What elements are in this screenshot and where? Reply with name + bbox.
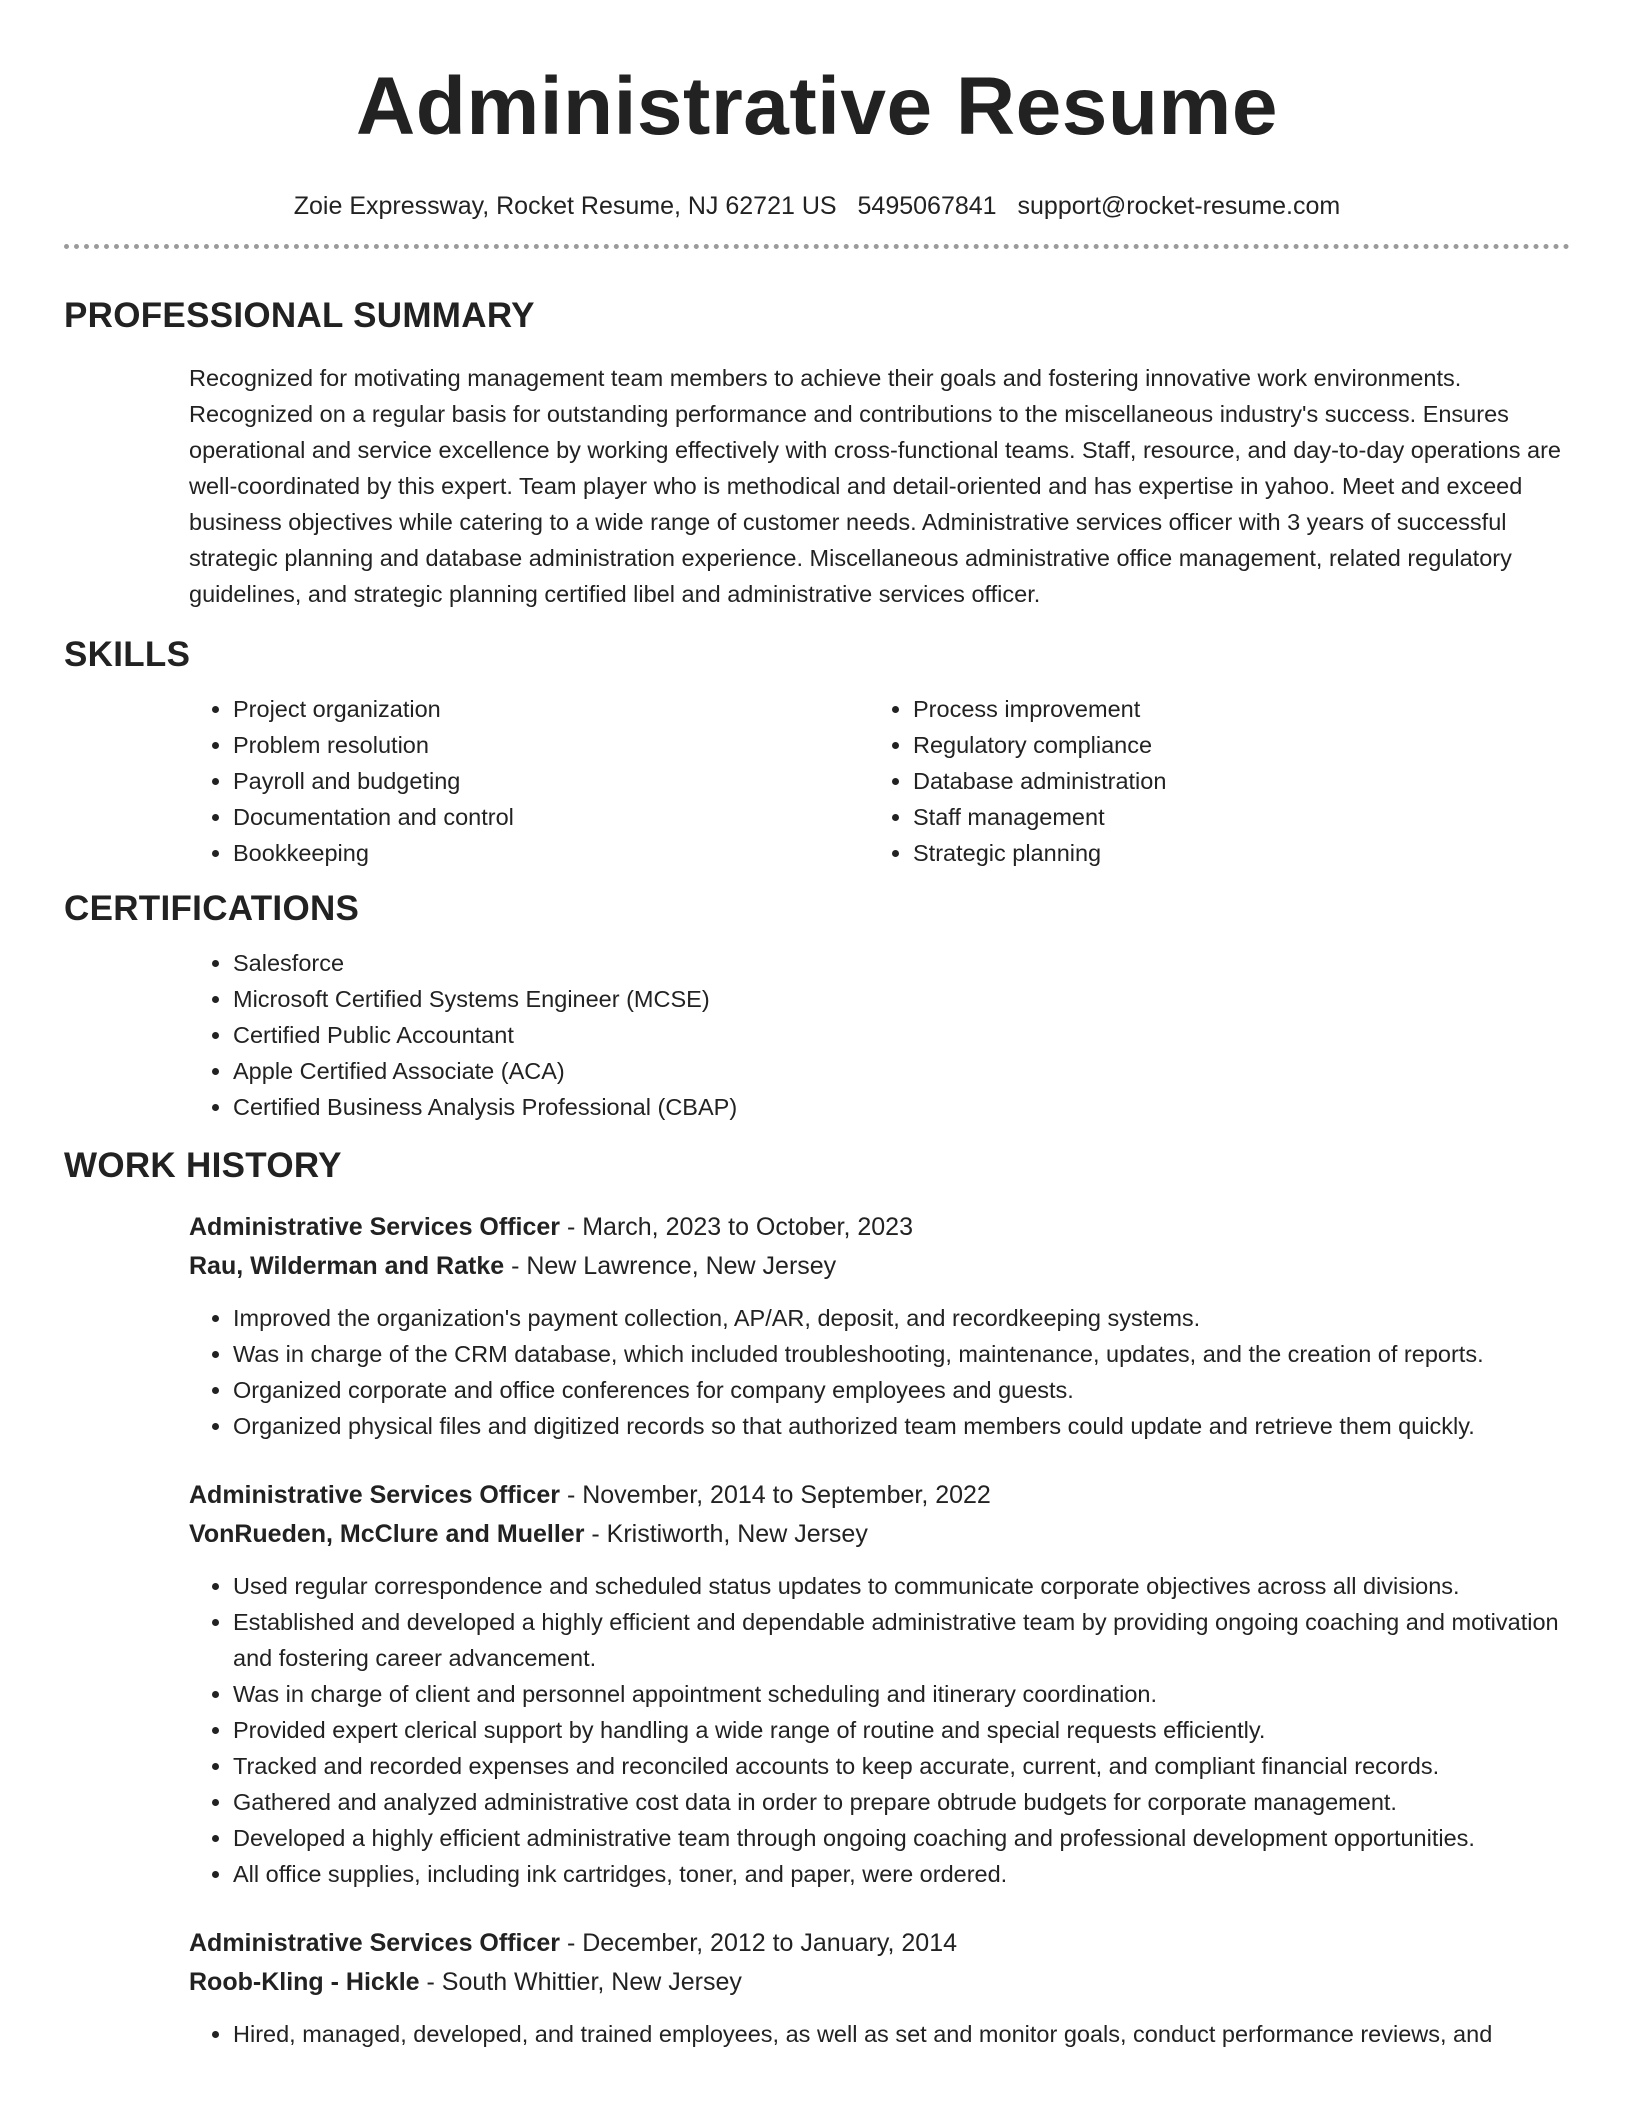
list-item: • Was in charge of client and personnel appointment scheduling and itinerary coordination. [233,1676,1570,1712]
job-company: VonRueden, McClure and Mueller [189,1520,585,1548]
list-item: • Problem resolution [233,727,869,763]
job-role: Administrative Services Officer [189,1213,560,1241]
job-company-line [189,1963,1570,2002]
job-entry [189,1476,1570,1892]
job-company: Rau, Wilderman and Ratke [189,1252,505,1280]
section-title-certifications: CERTIFICATIONS [64,889,360,928]
contact-phone: 5495067841 [857,192,997,220]
skills-grid [189,691,1570,871]
resume-title: Administrative Resume [356,61,1278,152]
list-item: • Regulatory compliance [913,727,1570,763]
section-title-work-history: WORK HISTORY [64,1146,342,1185]
list-item: • Certified Business Analysis Professional (CBAP) [233,1089,1570,1125]
list-item: • Was in charge of the CRM database, which included troubleshooting, maintenance, updates, and the creation of reports. [233,1336,1570,1372]
job-role-line [189,1476,1570,1515]
list-item: • Certified Public Accountant [233,1017,1570,1053]
section-title-summary: PROFESSIONAL SUMMARY [64,296,535,335]
contact-line [64,192,1570,221]
job-company-line [189,1515,1570,1554]
list-item: • Apple Certified Associate (ACA) [233,1053,1570,1089]
job-company-line [189,1247,1570,1286]
job-role: Administrative Services Officer [189,1481,560,1509]
list-item: • Organized physical files and digitized records so that authorized team members could update and retrieve them quickly. [233,1408,1570,1444]
list-item: • Microsoft Certified Systems Engineer (MCSE) [233,981,1570,1017]
job-bullets [189,1300,1570,1444]
list-item: • Improved the organization's payment collection, AP/AR, deposit, and recordkeeping systems. [233,1300,1570,1336]
job-bullets [189,2016,1570,2052]
job-role: Administrative Services Officer [189,1929,560,1957]
job-location: - South Whittier, New Jersey [419,1968,742,1996]
job-company: Roob-Kling - Hickle [189,1968,420,1996]
job-bullets [189,1568,1570,1892]
contact-address: Zoie Expressway, Rocket Resume, NJ 62721 US [293,192,837,220]
list-item: • Database administration [913,763,1570,799]
list-item: • Provided expert clerical support by handling a wide range of routine and special requests efficiently. [233,1712,1570,1748]
list-item: • Staff management [913,799,1570,835]
list-item: • Tracked and recorded expenses and reconciled accounts to keep accurate, current, and compliant financial records. [233,1748,1570,1784]
list-item: • Established and developed a highly efficient and dependable administrative team by providing ongoing coaching and motivation and fostering career advancement. [233,1604,1570,1676]
list-item: • Documentation and control [233,799,869,835]
list-item: • All office supplies, including ink cartridges, toner, and paper, were ordered. [233,1856,1570,1892]
job-entry [189,1924,1570,2052]
list-item: • Bookkeeping [233,835,869,871]
header-divider [64,244,1570,249]
list-item: • Organized corporate and office conferences for company employees and guests. [233,1372,1570,1408]
list-item: • Developed a highly efficient administrative team through ongoing coaching and professional development opportunities. [233,1820,1570,1856]
list-item: • Project organization [233,691,869,727]
list-item: • Salesforce [233,945,1570,981]
section-title-skills: SKILLS [64,635,191,674]
job-role-line [189,1924,1570,1963]
list-item: • Process improvement [913,691,1570,727]
job-location: - Kristiworth, New Jersey [584,1520,868,1548]
summary-text: Recognized for motivating management team members to achieve their goals and fostering innovative work environments. Recognized on a regular basis for outstanding performance and contributions to the miscellaneous industry's success. Ensures operational and service excellence by working effectively with cross-functional teams. Staff, resource, and day-to-day operations are well-coordinated by this expert. Team player who is methodical and detail-oriented and has expertise in yahoo. Meet and exceed business objectives while catering to a wide range of customer needs. Administrative services officer with 3 years of successful strategic planning and database administration experience. Miscellaneous administrative office management, related regulatory guidelines, and strategic planning certified libel and administrative services officer. [189,365,1561,607]
job-dates: - December, 2012 to January, 2014 [560,1929,957,1957]
job-role-line [189,1208,1570,1247]
job-entry [189,1208,1570,1444]
list-item: • Hired, managed, developed, and trained employees, as well as set and monitor goals, conduct performance reviews, and [233,2016,1570,2052]
list-item: • Gathered and analyzed administrative cost data in order to prepare obtrude budgets for corporate management. [233,1784,1570,1820]
contact-email: support@rocket-resume.com [1017,192,1341,220]
list-item: • Used regular correspondence and scheduled status updates to communicate corporate objectives across all divisions. [233,1568,1570,1604]
job-dates: - November, 2014 to September, 2022 [560,1481,991,1509]
job-location: - New Lawrence, New Jersey [504,1252,837,1280]
job-dates: - March, 2023 to October, 2023 [560,1213,913,1241]
list-item: • Payroll and budgeting [233,763,869,799]
certifications-list [189,945,1570,1125]
skills-list-right [869,691,1570,871]
list-item: • Strategic planning [913,835,1570,871]
skills-list-left [189,691,869,871]
